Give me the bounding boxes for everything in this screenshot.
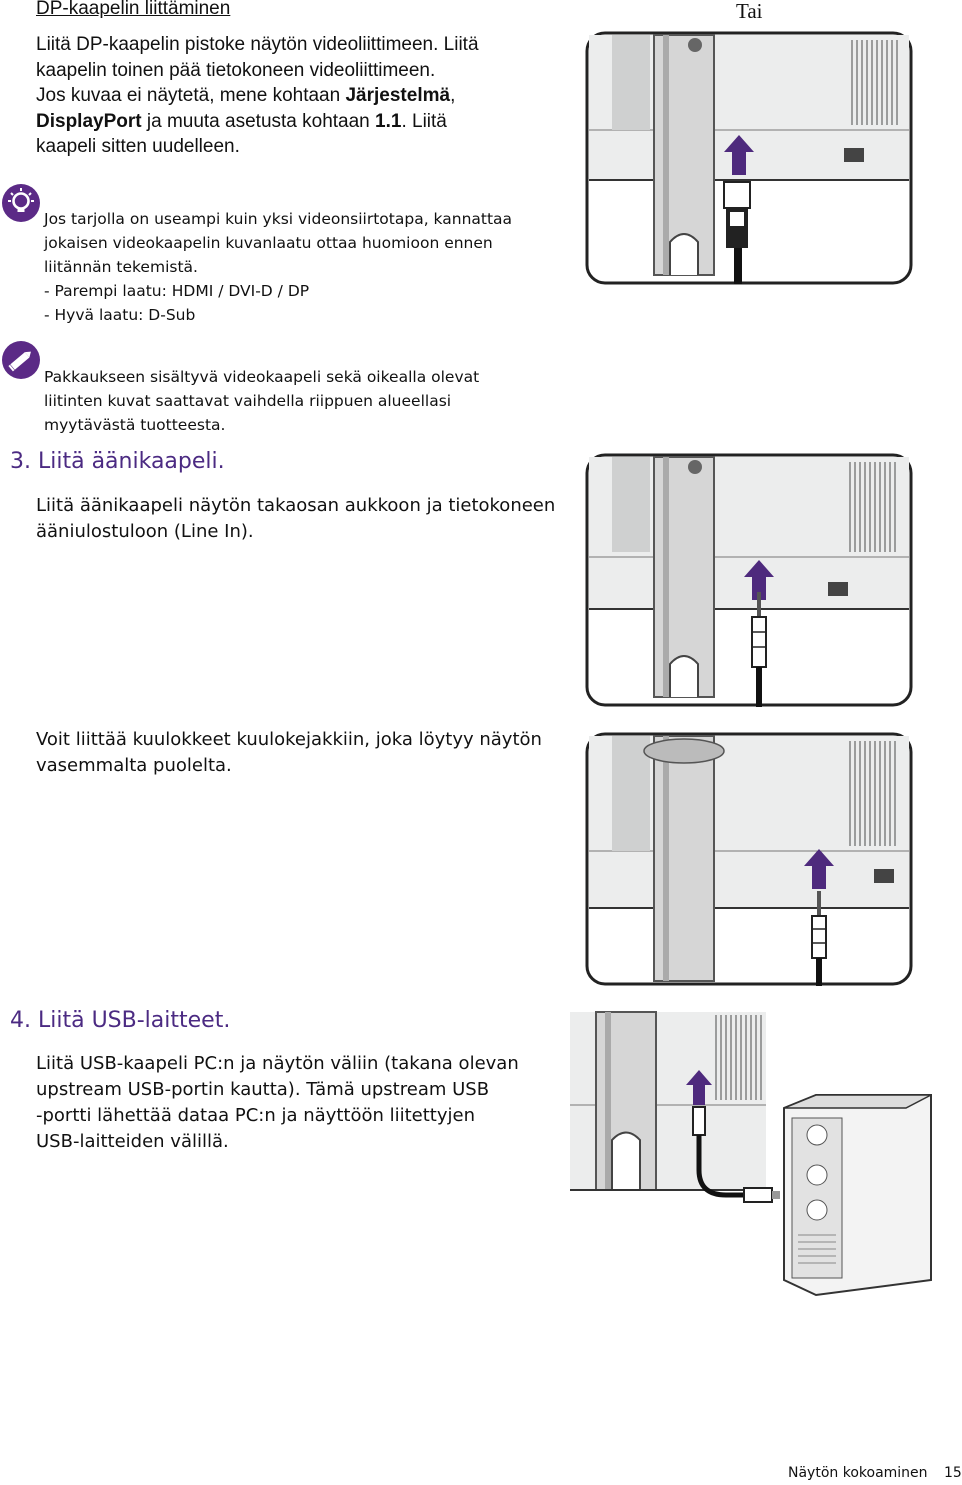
- audio-connection-illustration: [584, 452, 914, 710]
- headphone-line: Voit liittää kuulokkeet kuulokejakkiin, joka löytyy näytön: [36, 729, 542, 750]
- menu-system-bold: Järjestelmä: [345, 85, 451, 106]
- pencil-line: myytävästä tuotteesta.: [44, 416, 226, 434]
- dp-line-3: [36, 83, 556, 109]
- tip-note: [44, 207, 564, 327]
- tip-line: Jos tarjolla on useampi kuin yksi videonsiirtotapa, kannattaa: [44, 210, 513, 228]
- dp-line-4: [36, 109, 556, 135]
- dp-line-3-text: Jos kuvaa ei näytetä, mene kohtaan: [36, 85, 346, 106]
- pencil-line: Pakkaukseen sisältyvä videokaapeli sekä oikealla olevat: [44, 368, 480, 386]
- dp-line-4-end: . Liitä: [401, 110, 447, 132]
- page-number: 15: [944, 1465, 962, 1481]
- dp-line-5: kaapeli sitten uudelleen.: [36, 136, 240, 157]
- step4-heading: 4. Liitä USB-laitteet.: [10, 1008, 231, 1033]
- step4-line: USB-laitteiden välillä.: [36, 1131, 229, 1152]
- step3-paragraph: [36, 493, 576, 545]
- dp-paragraph: [36, 32, 556, 160]
- dp-line-2: kaapelin toinen pää tietokoneen videoliittimeen.: [36, 59, 436, 81]
- dp-line-4-text: ja muuta asetusta kohtaan: [141, 110, 376, 132]
- step4-line: upstream USB-portin kautta). Tämä upstream USB: [36, 1079, 490, 1100]
- pencil-icon: [2, 341, 40, 379]
- dp-line-3-comma: ,: [450, 85, 456, 106]
- menu-displayport-bold: DisplayPort: [36, 110, 142, 132]
- dp-line-1: Liitä DP-kaapelin pistoke näytön videoliittimeen. Liitä: [36, 34, 479, 55]
- usb-connection-illustration: [566, 1010, 936, 1302]
- step4-line: Liitä USB-kaapeli PC:n ja näytön väliin (takana olevan: [36, 1053, 519, 1074]
- lightbulb-icon: [2, 184, 40, 222]
- step4-line: -portti lähettää dataa PC:n ja näyttöön liitettyjen: [36, 1105, 475, 1126]
- tip-line: jokaisen videokaapelin kuvanlaatu ottaa huomioon ennen: [44, 234, 493, 252]
- tip-line: - Hyvä laatu: D-Sub: [44, 306, 196, 324]
- footer-section: Näytön kokoaminen: [788, 1465, 928, 1481]
- pencil-note: [44, 365, 564, 437]
- tip-line: liitännän tekemistä.: [44, 258, 198, 276]
- headphone-connection-illustration: [584, 731, 914, 989]
- setting-value-bold: 1.1: [375, 110, 402, 132]
- headphone-paragraph: [36, 727, 576, 779]
- pencil-line: liitinten kuvat saattavat vaihdella riippuen alueellasi: [44, 392, 452, 410]
- headphone-line: vasemmalta puolelta.: [36, 755, 232, 776]
- step3-line: ääniulostuloon (Line In).: [36, 521, 254, 542]
- or-label: Tai: [736, 0, 763, 23]
- step4-paragraph: [36, 1051, 576, 1155]
- tip-line: - Parempi laatu: HDMI / DVI-D / DP: [44, 282, 310, 300]
- section-title: DP-kaapelin liittäminen: [36, 0, 231, 19]
- step3-line: Liitä äänikaapeli näytön takaosan aukkoon ja tietokoneen: [36, 495, 556, 516]
- dp-connection-illustration: [584, 30, 914, 288]
- step3-heading: 3. Liitä äänikaapeli.: [10, 449, 225, 474]
